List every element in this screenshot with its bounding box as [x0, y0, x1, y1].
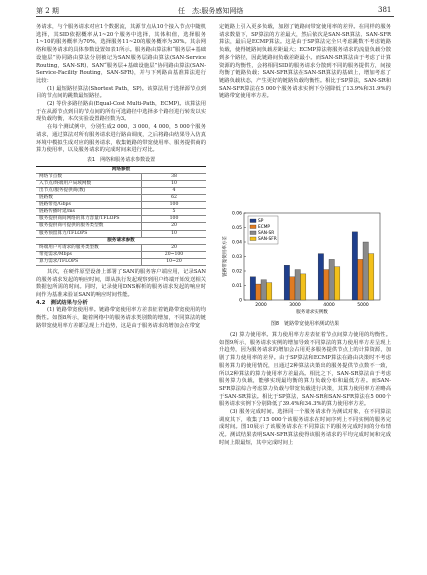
table-param-name: 网络节点数: [36, 173, 142, 180]
bar-ecmp: [358, 259, 363, 300]
table-group-row: [36, 166, 206, 173]
y-tick-label: 0: [239, 298, 242, 304]
table-param-name: 链路带宽/Gbps: [36, 202, 142, 209]
header-rule: [36, 16, 394, 17]
bar-san-sfr: [300, 274, 305, 300]
table-param-value: 10~20: [142, 258, 207, 265]
table-row: [36, 258, 206, 265]
table-group-row: [36, 237, 206, 244]
table-param-name: 链路传播时延/ms: [36, 209, 142, 216]
bar-san-sr: [363, 242, 368, 300]
table-param-value: 10: [142, 230, 207, 237]
y-tick-label: 0.05: [231, 226, 242, 232]
y-axis-label: 链路带宽使用率方差: [223, 236, 228, 277]
table-param-name: 服务预留算力/TFLOPS: [36, 230, 142, 237]
table-row: [36, 209, 206, 216]
x-axis-label: 服务请求实例数: [296, 310, 328, 315]
table-param-value: 100: [142, 202, 207, 209]
legend-label: ECMP: [258, 225, 271, 231]
paragraph: (2) 等价多路径路由(Equal-Cost Multi-Path，ECMP)。该算法用于在从源节点到目的节点间的所有可选路径中选择多个路径进行转发以实现负载均衡，本次实验设置路径数为3。: [36, 101, 206, 123]
paragraph: (3) 服务完成时间。选择同一个服务请求作为测试对象，在不同算法调度其下，收集了15 000个该服务请求在时间序列上不同实例的服务完成时间。图10展示了该服务请求在不同算法下的服务完成时间的分布情况。测试结果表明SAN-SFR算法使得该服务请求的平均完成时间和完成时间上限最短，其中完成时间上: [219, 409, 391, 446]
bar-san-sfr: [266, 283, 271, 300]
right-column-top: [219, 24, 391, 101]
table-param-name: 服务提供商可提供的服务类型数: [36, 223, 142, 230]
table-row: [36, 173, 206, 180]
params-table: [36, 166, 206, 266]
table-group-title: 服务请求参数: [36, 237, 206, 244]
table-row: [36, 244, 206, 251]
table-row: [36, 202, 206, 209]
header-title: 任 杰:服务感知网络: [178, 7, 244, 15]
bar-san-sfr: [334, 267, 339, 300]
legend-label: SAN-SFR: [258, 237, 277, 243]
bar-sp: [250, 277, 255, 300]
table-row: [36, 251, 206, 258]
table-row: [36, 180, 206, 187]
table-row: [36, 195, 206, 202]
header-page-number: 381: [378, 6, 392, 14]
paragraph: (1) 最短路径算法(Shortest Path，SP)。该算法用于选择源节点到目的节点间的跳数最短路径。: [36, 85, 206, 100]
x-tick-label: 2000: [255, 303, 267, 308]
table-param-value: 20: [142, 223, 207, 230]
table-param-value: 62: [142, 195, 207, 202]
table-param-value: 100: [142, 216, 207, 223]
left-column: [36, 24, 206, 331]
table-param-name: 服务提供商间网络的算力容量/TFLOPS: [36, 216, 142, 223]
table-param-value: 20~100: [142, 251, 207, 258]
table-param-value: 4: [142, 187, 207, 194]
bar-sp: [284, 265, 289, 300]
bar-ecmp: [256, 284, 261, 300]
figure-caption: 图8 链路带宽使用率测试结果: [270, 321, 340, 327]
y-tick-label: 0.06: [231, 211, 242, 217]
bar-san-sfr: [368, 254, 373, 300]
section-heading: 4.2 测试结果与分析: [36, 299, 88, 306]
table-param-name: 出节点/服务提供商(数): [36, 187, 142, 194]
table-row: [36, 223, 206, 230]
table-param-name: 带宽需求/Mbps: [36, 251, 142, 258]
y-tick-label: 0.04: [231, 240, 242, 246]
table-caption: 表1 网络和服务请求参数设置: [86, 156, 156, 163]
table-param-value: 5: [142, 209, 207, 216]
y-tick-label: 0.01: [231, 284, 242, 290]
table-param-value: 10: [142, 180, 207, 187]
table-param-name: 终端用户可请求的服务类型数: [36, 244, 142, 251]
table-param-name: 链路数: [36, 195, 142, 202]
table-param-name: 算力需求/TFLOPS: [36, 258, 142, 265]
legend-label: SAN-SR: [258, 231, 275, 237]
paragraph: (1) 链路带宽使用率。链路带宽使用率方差表征着链路带宽使用的均衡性。如图8所示，随着网络中的服务请求类别数的增加，不同算法的链路带宽使用率方差都呈现上升趋势，这是由于服务请求的增加会在带宽: [36, 307, 206, 329]
table-group-title: 网络参数: [36, 166, 206, 173]
bar-chart-figure-8: [220, 208, 385, 316]
legend-swatch: [250, 219, 256, 223]
chart-svg: [220, 208, 385, 316]
bar-san-sr: [329, 259, 334, 300]
bar-sp: [318, 254, 323, 300]
bar-sp: [352, 232, 357, 300]
bar-ecmp: [324, 270, 329, 300]
table-row: [36, 187, 206, 194]
table-row: [36, 230, 206, 237]
legend-swatch: [250, 237, 256, 241]
table-param-name: 入节点/终端用户局域网数: [36, 180, 142, 187]
paragraph: 定链路上引入更多负载，加剧了链路间带宽使用率的差异。在同样的服务请求数量下，SP算法的方差最大，然后依次是SAN-SR算法、SAN-SFR算法，最后是ECMP算法。这是由于SP算法完全只考虑跳数不考虑链路负载，使得链路间负载差距最大；ECMP算法将服务请求的流量负载分散到多个路径，因此链路间负载差距最小。而SAN-SR算法由于考虑了计算资源的均衡性，会将相同SID的服务请求分散到不同的服务提供方，间接均衡了链路负载；SAN-SFR算法在SAN-SR算法的基础上，增加考虑了链路负载状态，产生更好的链路负载均衡性。相比于SP算法，SAN-SR和SAN-SFR算法在5 000个服务请求实例下分别降低了13.9%和31.9%的链路带宽使用率方差。: [219, 24, 391, 100]
y-tick-label: 0.03: [231, 255, 242, 261]
paragraph: 其次，在硬件原型设备上部署了SAN的服务客户端应用，记录SAN的服务请求发起的响应时间，即从执行发起观察到用户终端开始发送相关数据包所需的时间。同时，记录使用DNS解析的服务请求发起的响应时间作为基准来验证SAN的响应时间性能。: [36, 268, 206, 299]
table-param-value: 20: [142, 244, 207, 251]
right-column-bottom: [219, 332, 391, 448]
legend-swatch: [250, 225, 256, 229]
paragraph: 在每个测试例中，分别生成2 000，3 000，4 000，5 000个服务请求，通过算法对所有服务请求进行路由调度，之后将路由结果导入仿真环境中模拟生成对应的服务请求，收集链路的带宽使用率、服务提供商的算力使用率，以及服务请求的完成时间来进行对比。: [36, 124, 206, 154]
bar-ecmp: [290, 277, 295, 300]
paragraph: 务请求，与个服务请求对应1个数据流，其源节点从10个接入节点中随机选择，其SID依据概率从1~20个服务中选择，其体积值，选择服务1~10的服务概率为70%，选择服务11~20的服务概率为30%。其余网络和服务请求的具体参数设置如表1所示。服务路由算法和“服务层+基础设施层”协同路由算法分别被记为SAN服务层路由算法(SAN-Service Routing，SAN-SR)、SAN“服务层+基础设施层”协同路由算法(SAN-Service-Facility Routing，SAN-SFR)，并与下列路由基准算法进行比较：: [36, 24, 206, 84]
header-issue: 第 2 期: [36, 7, 59, 15]
x-tick-label: 3000: [289, 303, 301, 308]
table-row: [36, 216, 206, 223]
bar-san-sr: [261, 280, 266, 300]
x-tick-label: 4000: [323, 303, 335, 308]
bar-san-sr: [295, 270, 300, 300]
x-tick-label: 5000: [357, 303, 369, 308]
paragraph: (2) 算力使用率。算力使用率方差表征着节点间算力使用的均衡性。如图9所示，服务请求实例的增加导致不同算法的算力使用率方差呈现上升趋势，因为服务请求的增加会占用更多服务提供节点上的计算资源，加剧了算力使用率的差异。由于SP算法和ECMP算法在路由决策时不考虑服务算力的使用情况，且通过2种算法决策出的服务提供节点数不一致，所以2种算法的算力使用率方差最高。相比之下，SAN-SR算法由于考虑服务算力负载，能够实现最均衡的算力负载分布和最低方差。而SAN-SFR算法综合考虑算力负载与带宽负载进行决策，其算力使用率方差略高于SAN-SR算法。相比于SP算法，SAN-SR和SAN-SFR算法在5 000个服务请求实例下分别降低了39.4%和34.3%的算力使用率方差。: [219, 332, 391, 408]
y-tick-label: 0.02: [231, 269, 242, 275]
legend-label: SP: [258, 219, 264, 225]
table-param-value: 38: [142, 173, 207, 180]
legend-swatch: [250, 231, 256, 235]
